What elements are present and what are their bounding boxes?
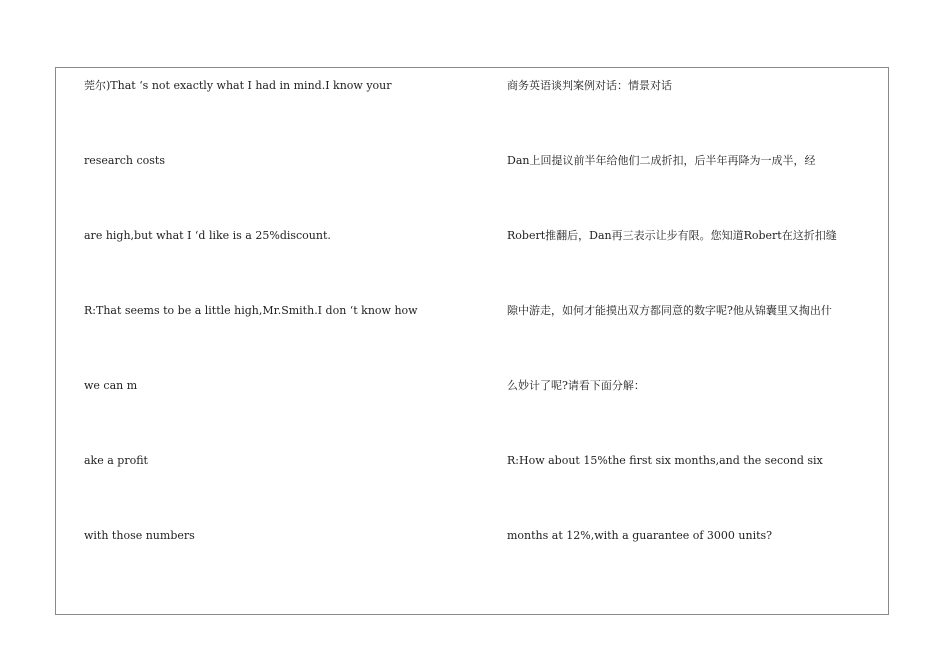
left-line-7: with those numbers	[84, 529, 195, 542]
right-line-6: R:How about 15%the first six months,and the second six	[507, 454, 823, 467]
left-line-3: are high,but what I ‘d like is a 25%discount.	[84, 229, 331, 242]
left-line-1: 莞尔)That ‘s not exactly what I had in mind.I know your	[84, 79, 392, 92]
right-line-5: 么妙计了呢?请看下面分解：	[507, 379, 645, 392]
left-line-2: research costs	[84, 154, 165, 167]
right-line-3: Robert推翻后，Dan再三表示让步有限。您知道Robert在这折扣缝	[507, 229, 837, 242]
left-line-5: we can m	[84, 379, 138, 392]
right-line-2: Dan上回提议前半年给他们二成折扣，后半年再降为一成半，经	[507, 154, 816, 167]
left-line-4: R:That seems to be a little high,Mr.Smith.I don ‘t know how	[84, 304, 418, 317]
left-line-6: ake a profit	[84, 454, 148, 467]
right-line-7: months at 12%,with a guarantee of 3000 units?	[507, 529, 773, 542]
right-line-4: 隙中游走，如何才能摸出双方都同意的数字呢?他从锦囊里又掏出什	[507, 304, 832, 317]
right-line-1: 商务英语谈判案例对话：情景对话	[507, 79, 672, 92]
